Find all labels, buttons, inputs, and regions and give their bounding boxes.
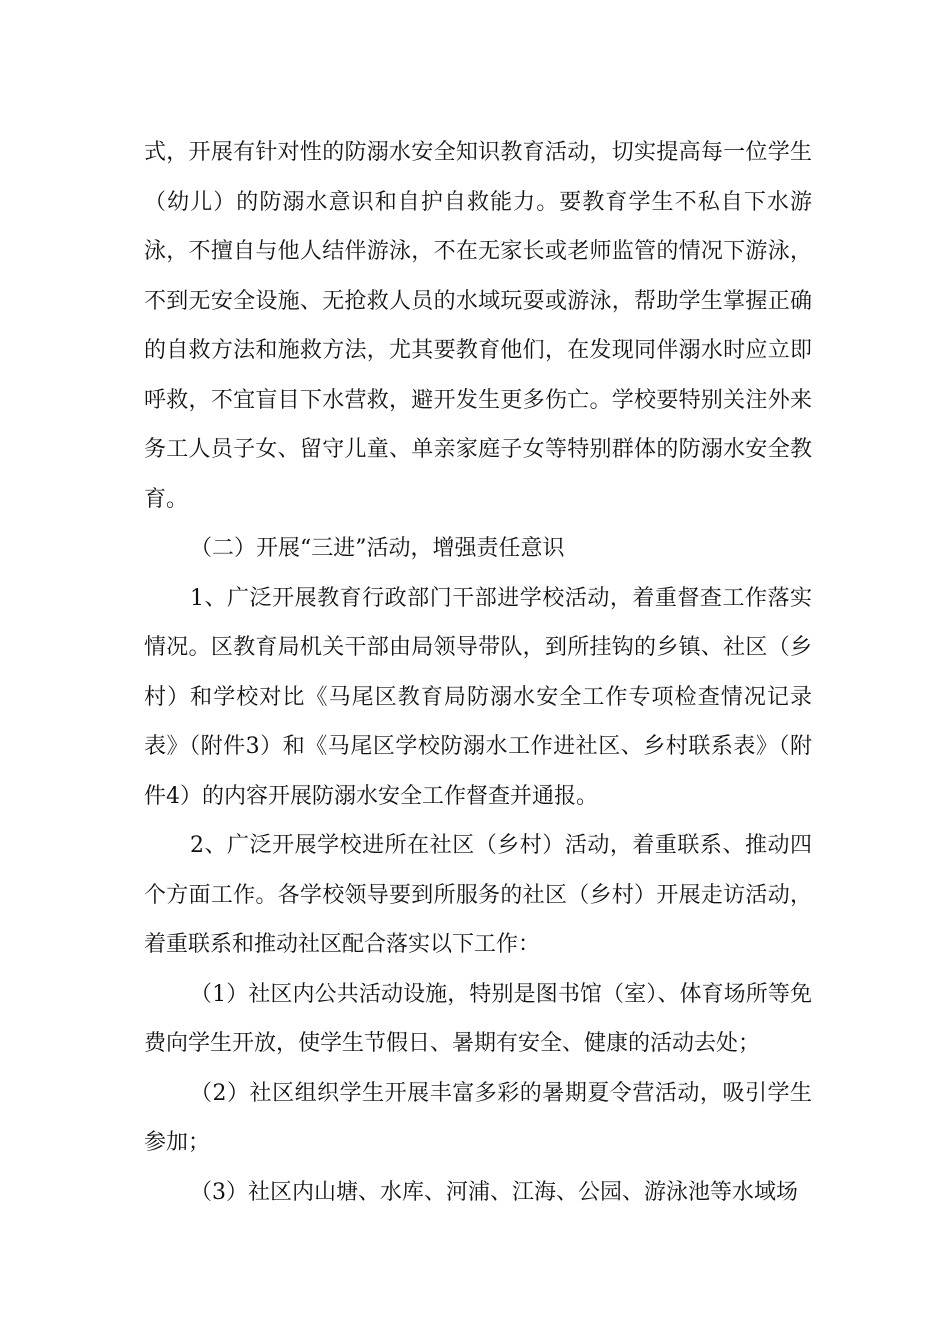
paragraph-subitem-3: （3）社区内山塘、水库、河浦、江海、公园、游泳池等水域场 [190, 1179, 798, 1205]
paragraph-continuation: 式，开展有针对性的防溺水安全知识教育活动，切实提高每一位学生（幼儿）的防溺水意识和自护自救能力。要教育学生不私自下水游泳，不擅自与他人结伴游泳，不在无家长或老师监管的情况下游泳，不到无安全设施、无抢救人员的水域玩耍或游泳，帮助学生掌握正确的自救方法和施救方法，尤其要教育他们，在发现同伴溺水时应立即呼救，不宜盲目下水营救，避开发生更多伤亡。学校要特别关注外来务工人员子女、留守儿童、单亲家庭子女等特别群体的防溺水安全教育。 [144, 140, 812, 512]
paragraph-subitem-2: （2）社区组织学生开展丰富多彩的暑期夏令营活动，吸引学生参加； [144, 1080, 812, 1155]
section-heading: （二）开展“三进”活动，增强责任意识 [190, 536, 565, 561]
paragraph-item-1: 1、广泛开展教育行政部门干部进学校活动，着重督查工作落实情况。区教育局机关干部由局领导带队，到所挂钩的乡镇、社区（乡村）和学校对比《马尾区教育局防溺水安全工作专项检查情况记录表》（附件3）和《马尾区学校防溺水工作进社区、乡村联系表》（附件4）的内容开展防溺水安全工作督查并通报。 [144, 585, 812, 809]
document-body [144, 128, 812, 1217]
paragraph-subitem-1: （1）社区内公共活动设施，特别是图书馆（室）、体育场所等免费向学生开放，使学生节假日、暑期有安全、健康的活动去处； [144, 981, 812, 1056]
paragraph-item-2: 2、广泛开展学校进所在社区（乡村）活动，着重联系、推动四个方面工作。各学校领导要到所服务的社区（乡村）开展走访活动，着重联系和推动社区配合落实以下工作： [144, 833, 812, 957]
